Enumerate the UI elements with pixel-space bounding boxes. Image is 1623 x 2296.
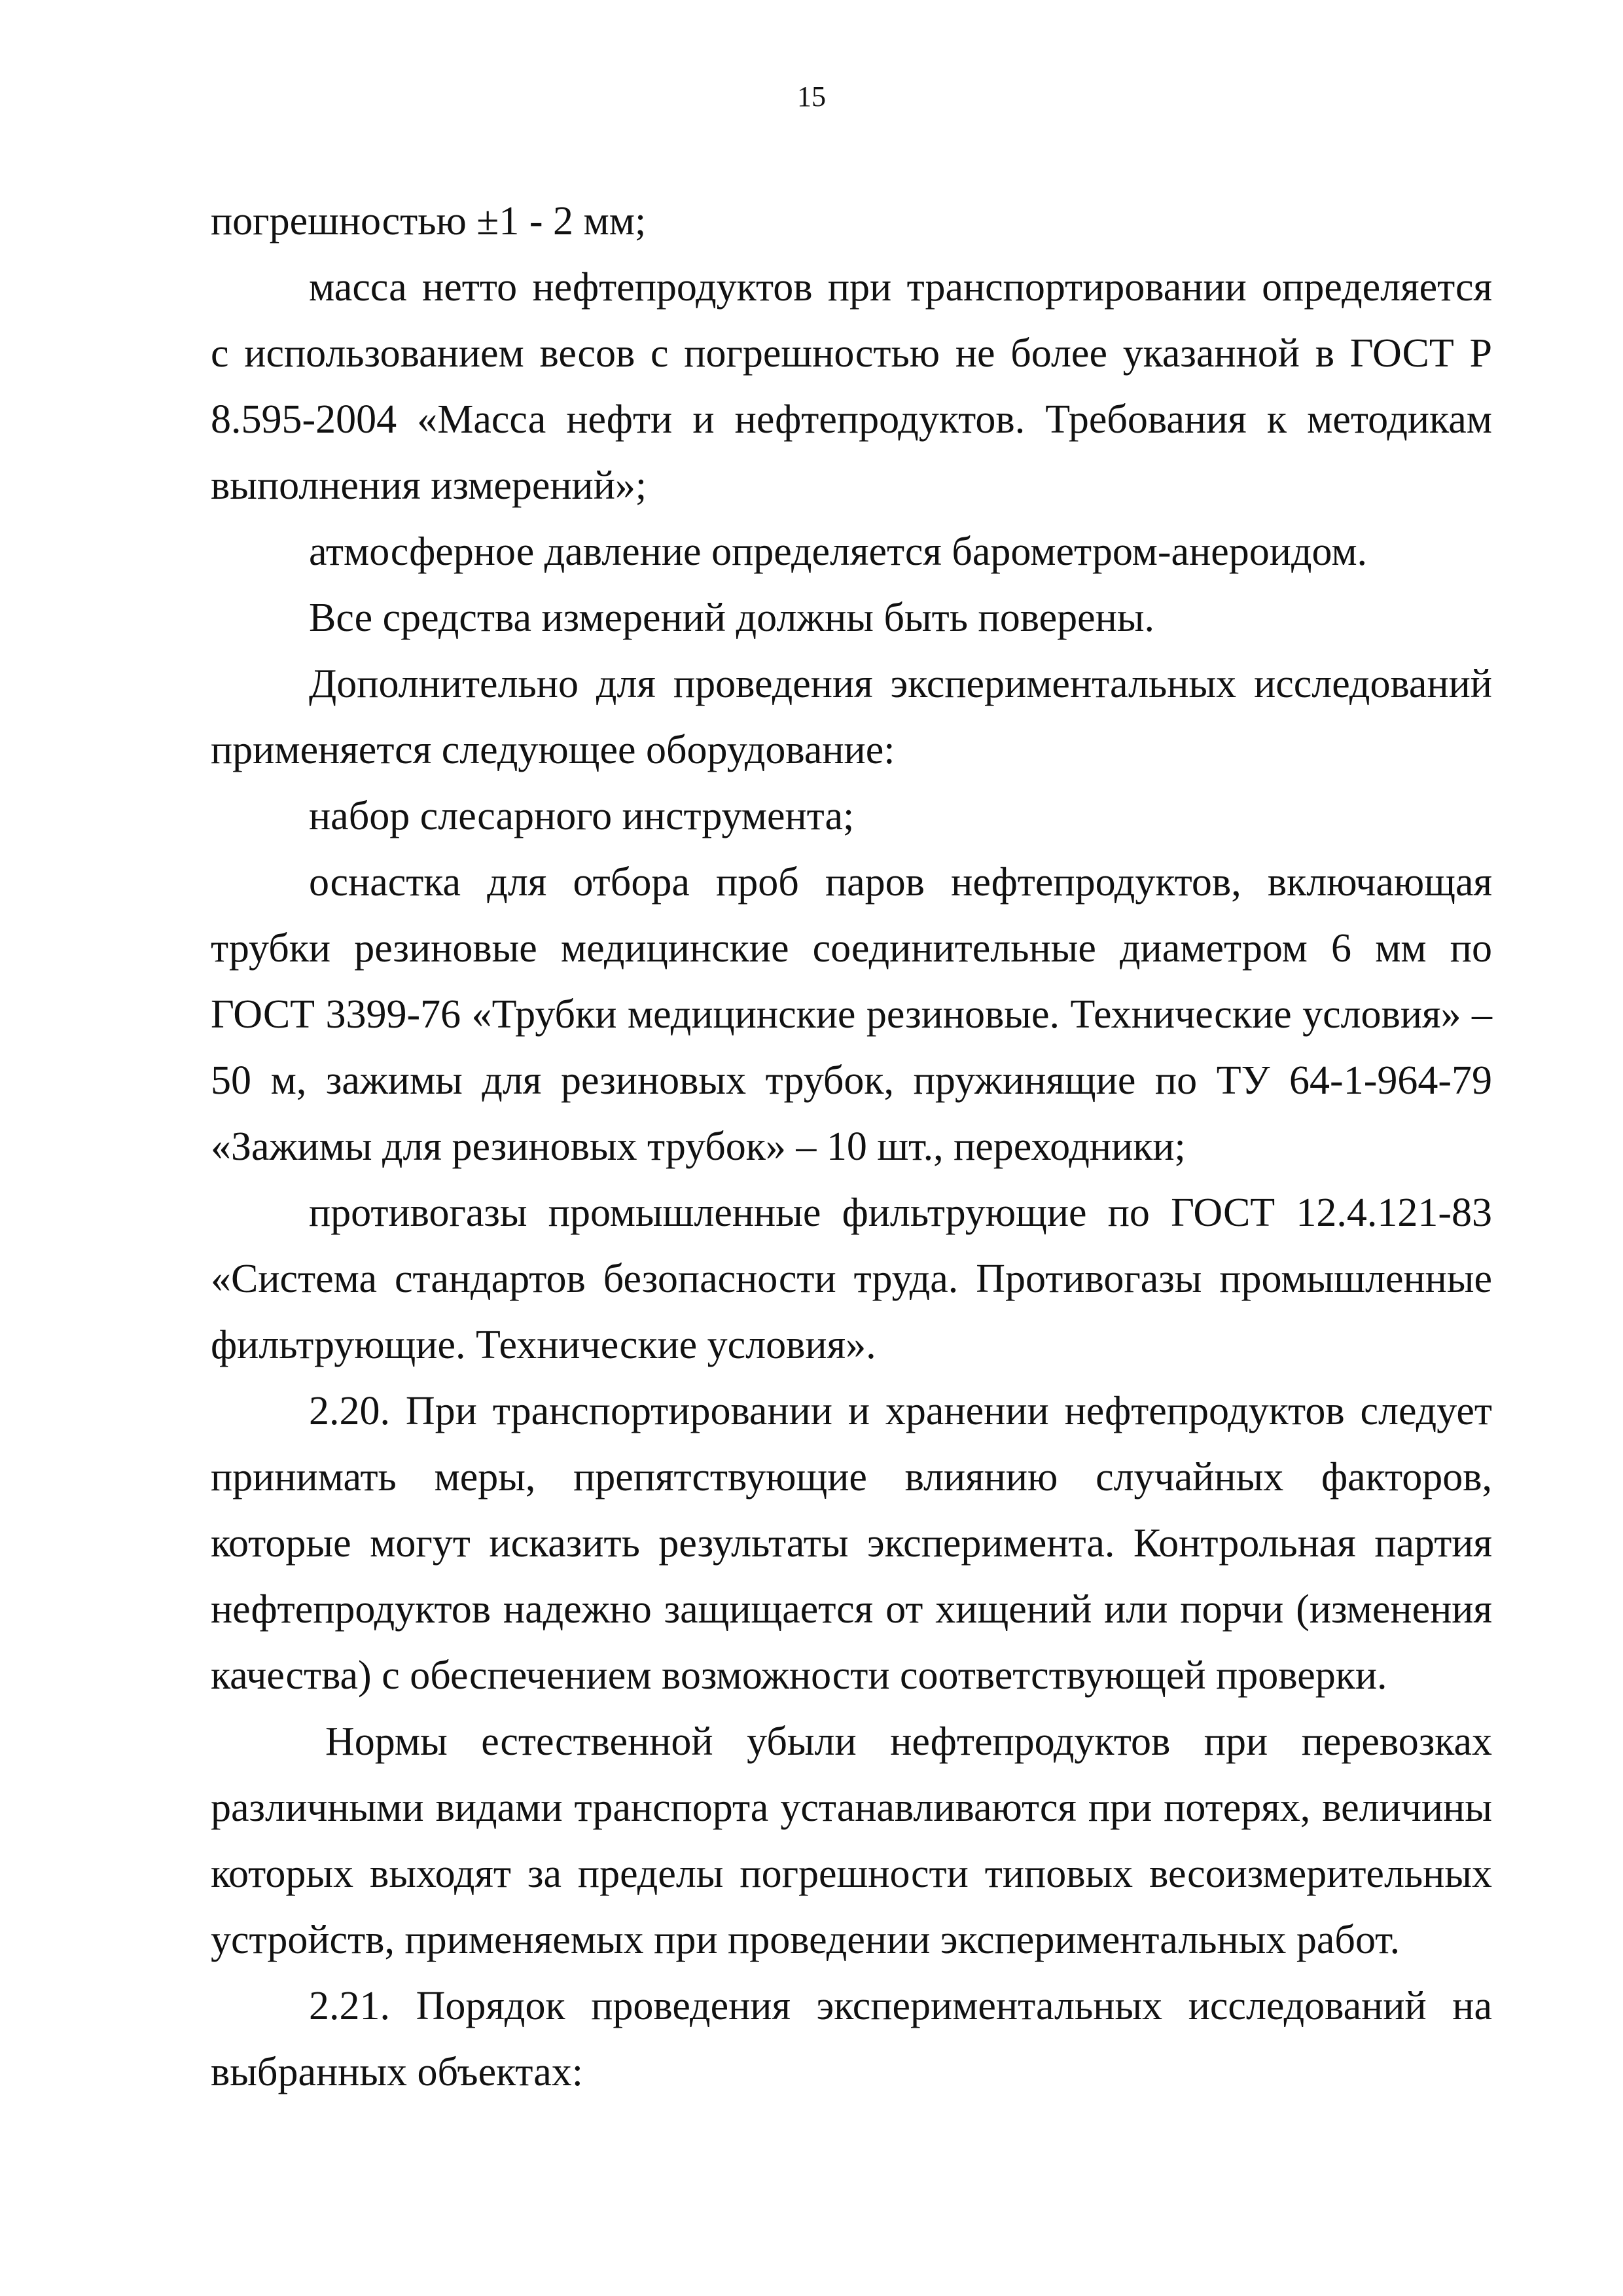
page-number: 15 xyxy=(797,81,826,113)
paragraph-verification: Все средства измерений должны быть поверены. xyxy=(309,596,1154,640)
paragraph-sampling-equipment: оснастка для отбора проб паров нефтепродуктов, включающая трубки резиновые медицинские соединительные диаметром 6 мм по ГОСТ 3399-76 «Трубки медицинские резиновые. Технические условия» – 50 м, зажимы для резиновых трубок, пружинящие по ТУ 64-1-964-79 «Зажимы для резиновых трубок» – 10 шт., переходники; xyxy=(211,860,1492,1169)
paragraph-atmospheric-pressure: атмосферное давление определяется барометром-анероидом. xyxy=(309,529,1368,574)
paragraph-natural-loss-norms: Нормы естественной убыли нефтепродуктов при перевозках различными видами транспорта устанавливаются при потерях, величины которых выходят за пределы погрешности типовых весоизмерительных устройств, применяемых при проведении экспериментальных работ. xyxy=(211,1719,1492,1962)
paragraph-section-2-20: 2.20. При транспортировании и хранении нефтепродуктов следует принимать меры, препятствующие влиянию случайных факторов, которые могут исказить результаты эксперимента. Контрольная партия нефтепродуктов надежно защищается от хищений или порчи (изменения качества) с обеспечением возможности соответствующей проверки. xyxy=(211,1389,1492,1698)
paragraph-additional-equipment: Дополнительно для проведения экспериментальных исследований применяется следующее оборудование: xyxy=(211,662,1492,772)
paragraph-tool-kit: набор слесарного инструмента; xyxy=(309,794,855,838)
document-body xyxy=(211,188,1492,2106)
paragraph-gas-masks: противогазы промышленные фильтрующие по ГОСТ 12.4.121-83 «Система стандартов безопасности труда. Противогазы промышленные фильтрующие. Технические условия». xyxy=(211,1191,1492,1367)
paragraph-net-mass: масса нетто нефтепродуктов при транспортировании определяется с использованием весов с погрешностью не более указанной в ГОСТ Р 8.595-2004 «Масса нефти и нефтепродуктов. Требования к методикам выполнения измерений»; xyxy=(211,265,1492,508)
paragraph-section-2-21: 2.21. Порядок проведения экспериментальных исследований на выбранных объектах: xyxy=(211,1984,1492,2094)
paragraph-measurement-error: погрешностью ±1 - 2 мм; xyxy=(211,199,647,243)
